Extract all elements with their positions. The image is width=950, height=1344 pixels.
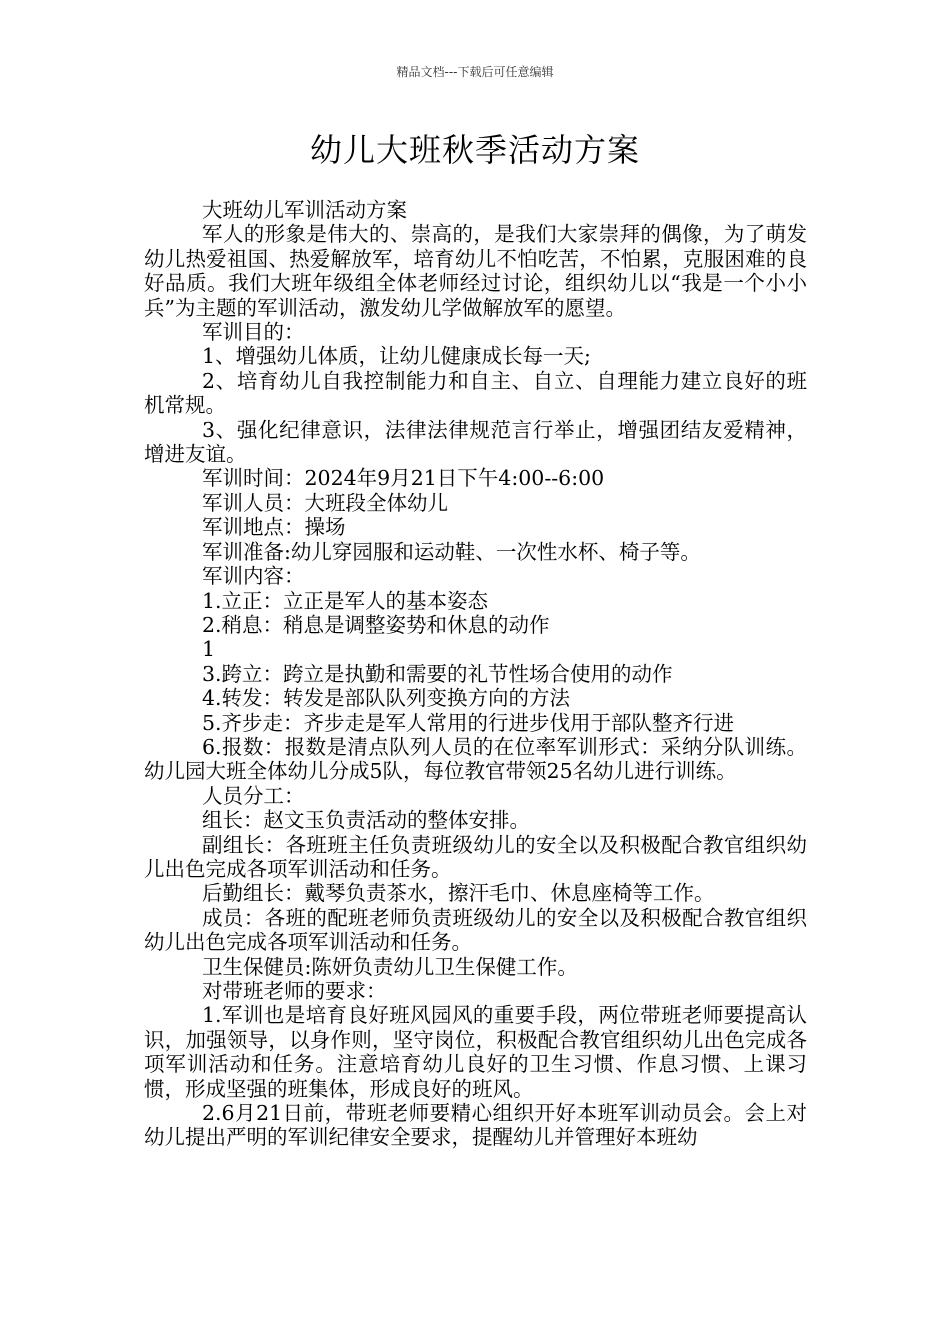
paragraph-content-4: 4.转发：转发是部队队列变换方向的方法 — [202, 686, 571, 711]
paragraph-intro: 军人的形象是伟大的、崇高的，是我们大家崇拜的偶像，为了萌发幼儿热爱祖国、热爱解放军，培育幼儿不怕吃苦，不怕累，克服困难的良好品质。我们大班年级组全体老师经过讨论，组织幼儿以“我是一个小小兵”为主题的军训活动，激发幼儿学做解放军的愿望。 — [144, 222, 807, 320]
paragraph-content-1: 1.立正：立正是军人的基本姿态 — [202, 588, 489, 613]
paragraph-goals-heading: 军训目的： — [202, 320, 305, 345]
paragraph-time: 军训时间：2024年9月21日下午4:00--6:00 — [202, 466, 605, 491]
paragraph-requirement-1: 1.军训也是培育良好班风园风的重要手段，两位带班老师要提高认识，加强领导，以身作则，坚守岗位，积极配合教官组织幼儿出色完成各项军训活动和任务。注意培育幼儿良好的卫生习惯、作息习惯、上课习惯，形成坚强的班集体，形成良好的班风。 — [144, 1003, 807, 1101]
paragraph-requirements-heading: 对带班老师的要求： — [202, 979, 387, 1003]
paragraph-content-6: 6.报数：报数是清点队列人员的在位率军训形式：采纳分队训练。幼儿园大班全体幼儿分成5队，每位教官带领25名幼儿进行训练。 — [144, 734, 807, 784]
paragraph-goal-2: 2、培育幼儿自我控制能力和自主、自立、自理能力建立良好的班机常规。 — [144, 368, 807, 418]
paragraph-content-2: 2.稍息：稍息是调整姿势和休息的动作 — [202, 612, 550, 637]
paragraph-staff-leader: 组长：赵文玉负责活动的整体安排。 — [202, 808, 530, 833]
paragraph-personnel: 军训人员：大班段全体幼儿 — [202, 490, 448, 515]
page-title: 幼儿大班秋季活动方案 — [309, 131, 640, 169]
paragraph-staff-health: 卫生保健员:陈妍负责幼儿卫生保健工作。 — [202, 954, 578, 979]
paragraph-content-3: 3.跨立：跨立是执勤和需要的礼节性场合使用的动作 — [202, 661, 673, 686]
paragraph-staff-logistics: 后勤组长：戴琴负责茶水，擦汗毛巾、休息座椅等工作。 — [202, 881, 715, 906]
document-body — [144, 198, 807, 1150]
header-watermark: 精品文档---下载后可任意编辑 — [396, 65, 554, 79]
paragraph-goal-1: 1、增强幼儿体质，让幼儿健康成长每一天; — [202, 344, 591, 369]
paragraph-content-heading: 军训内容： — [202, 564, 305, 589]
paragraph-subtitle: 大班幼儿军训活动方案 — [202, 198, 407, 222]
paragraph-staff-members: 成员：各班的配班老师负责班级幼儿的安全以及积极配合教官组织幼儿出色完成各项军训活动和任务。 — [144, 905, 807, 955]
paragraph-staff-heading: 人员分工： — [202, 783, 305, 808]
paragraph-location: 军训地点：操场 — [202, 515, 346, 540]
paragraph-staff-deputy: 副组长：各班班主任负责班级幼儿的安全以及积极配合教官组织幼儿出色完成各项军训活动和任务。 — [144, 832, 807, 881]
paragraph-requirement-2: 2.6月21日前，带班老师要精心组织开好本班军训动员会。会上对幼儿提出严明的军训纪律安全要求，提醒幼儿并管理好本班幼 — [144, 1101, 807, 1150]
paragraph-preparation: 军训准备:幼儿穿园服和运动鞋、一次性水杯、椅子等。 — [202, 539, 701, 564]
paragraph-page-number: 1 — [202, 637, 216, 662]
paragraph-content-5: 5.齐步走：齐步走是军人常用的行进步伐用于部队整齐行进 — [202, 710, 735, 735]
paragraph-goal-3: 3、强化纪律意识，法律法律规范言行举止，增强团结友爱精神，增进友谊。 — [144, 417, 807, 467]
